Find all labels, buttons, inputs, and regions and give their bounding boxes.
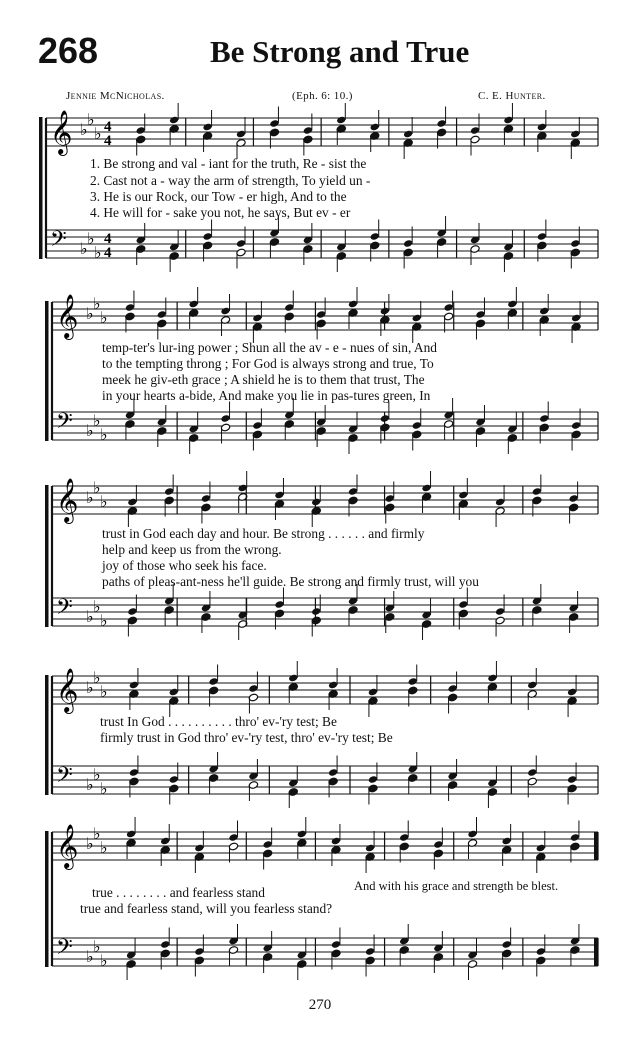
brace-icon <box>45 301 49 441</box>
brace-icon <box>45 485 49 627</box>
hymn-number: 268 <box>38 30 99 71</box>
flat-icon: ♭ <box>80 120 88 139</box>
svg-text:4: 4 <box>104 133 112 149</box>
flat-icon: ♭ <box>93 597 101 616</box>
flat-icon: ♭ <box>100 951 108 970</box>
lyric-line: true and fearless stand, will you fearless stand? <box>80 901 333 916</box>
flat-icon: ♭ <box>80 239 88 258</box>
lyric-line: paths of pleas-ant-ness he'll guide. Be strong and firmly trust, will you <box>102 574 479 589</box>
flat-icon: ♭ <box>86 421 94 440</box>
lyric-line: to the tempting throng ; For God is always strong and true, To <box>102 356 434 371</box>
bass-clef-icon: 𝄢 <box>56 409 73 439</box>
final-bar <box>594 832 598 860</box>
flat-icon: ♭ <box>86 834 94 853</box>
hymn-title: Be Strong and True <box>210 34 470 69</box>
treble-clef-icon: 𝄞 <box>56 668 79 712</box>
flat-icon: ♭ <box>86 678 94 697</box>
page-number: 270 <box>308 997 332 1013</box>
flat-icon: ♭ <box>100 838 108 857</box>
lyric-line: trust in God each day and hour. Be strong . . . . . . and firmly <box>102 526 425 541</box>
flat-icon: ♭ <box>100 682 108 701</box>
bass-clef-icon: 𝄢 <box>50 227 67 257</box>
flat-icon: ♭ <box>100 425 108 444</box>
time-signature: 4 <box>104 119 112 135</box>
flat-icon: ♭ <box>93 478 101 497</box>
bass-clef-icon: 𝄢 <box>56 595 73 625</box>
flat-icon: ♭ <box>86 488 94 507</box>
flat-icon: ♭ <box>100 611 108 630</box>
flat-icon: ♭ <box>87 110 95 129</box>
flat-icon: ♭ <box>94 243 102 262</box>
lyric-line: in your hearts a-bide, And make you lie in pas-tures green, In <box>102 388 431 403</box>
lyric-line: And with his grace and strength be blest. <box>354 879 559 893</box>
flat-icon: ♭ <box>93 668 101 687</box>
svg-text:4: 4 <box>104 245 112 261</box>
lyric-line: firmly trust in God thro' ev-'ry test, thro' ev-'ry test; Be <box>100 730 393 745</box>
flat-icon: ♭ <box>93 824 101 843</box>
lyric-line: trust In God . . . . . . . . . . thro' ev-'ry test; Be <box>100 714 337 729</box>
lyric-line: 2. Cast not a - way the arm of strength, To yield un - <box>90 173 371 188</box>
treble-clef-icon: 𝄞 <box>56 824 79 868</box>
flat-icon: ♭ <box>93 294 101 313</box>
lyric-line: temp-ter's lur-ing power ; Shun all the av - e - nues of sin, And <box>102 340 437 355</box>
author-credit: Jennie McNicholas. <box>66 90 165 102</box>
lyric-line: joy of those who seek his face. <box>102 558 267 573</box>
flat-icon: ♭ <box>87 229 95 248</box>
lyric-line: meek he giv-eth grace ; A shield he is to them that trust, The <box>102 372 425 387</box>
flat-icon: ♭ <box>100 779 108 798</box>
music-system-3 <box>0 468 640 638</box>
brace-icon <box>45 831 49 967</box>
treble-clef-icon: 𝄞 <box>56 294 79 338</box>
flat-icon: ♭ <box>86 607 94 626</box>
brace-icon <box>45 675 49 795</box>
flat-icon: ♭ <box>93 765 101 784</box>
composer-credit: C. E. Hunter. <box>478 90 546 102</box>
brace-icon <box>39 117 43 259</box>
time-signature: 4 <box>104 231 112 247</box>
flat-icon: ♭ <box>86 775 94 794</box>
scripture-reference: (Eph. 6: 10.) <box>292 90 353 102</box>
flat-icon: ♭ <box>86 947 94 966</box>
flat-icon: ♭ <box>86 304 94 323</box>
lyric-line: 3. He is our Rock, our Tow - er high, And to the <box>90 189 347 204</box>
lyric-line: 4. He will for - sake you not, he says, But ev - er <box>90 205 351 220</box>
lyric-line: help and keep us from the wrong. <box>102 542 282 557</box>
flat-icon: ♭ <box>100 308 108 327</box>
lyric-line: 1. Be strong and val - iant for the truth, Re - sist the <box>90 156 367 171</box>
flat-icon: ♭ <box>93 937 101 956</box>
bass-clef-icon: 𝄢 <box>56 763 73 793</box>
lyric-line: true . . . . . . . . and fearless stand <box>92 885 265 900</box>
flat-icon: ♭ <box>94 124 102 143</box>
flat-icon: ♭ <box>100 492 108 511</box>
treble-clef-icon: 𝄞 <box>56 478 79 522</box>
bass-clef-icon: 𝄢 <box>56 935 73 965</box>
treble-clef-icon: 𝄞 <box>50 110 73 154</box>
flat-icon: ♭ <box>93 411 101 430</box>
